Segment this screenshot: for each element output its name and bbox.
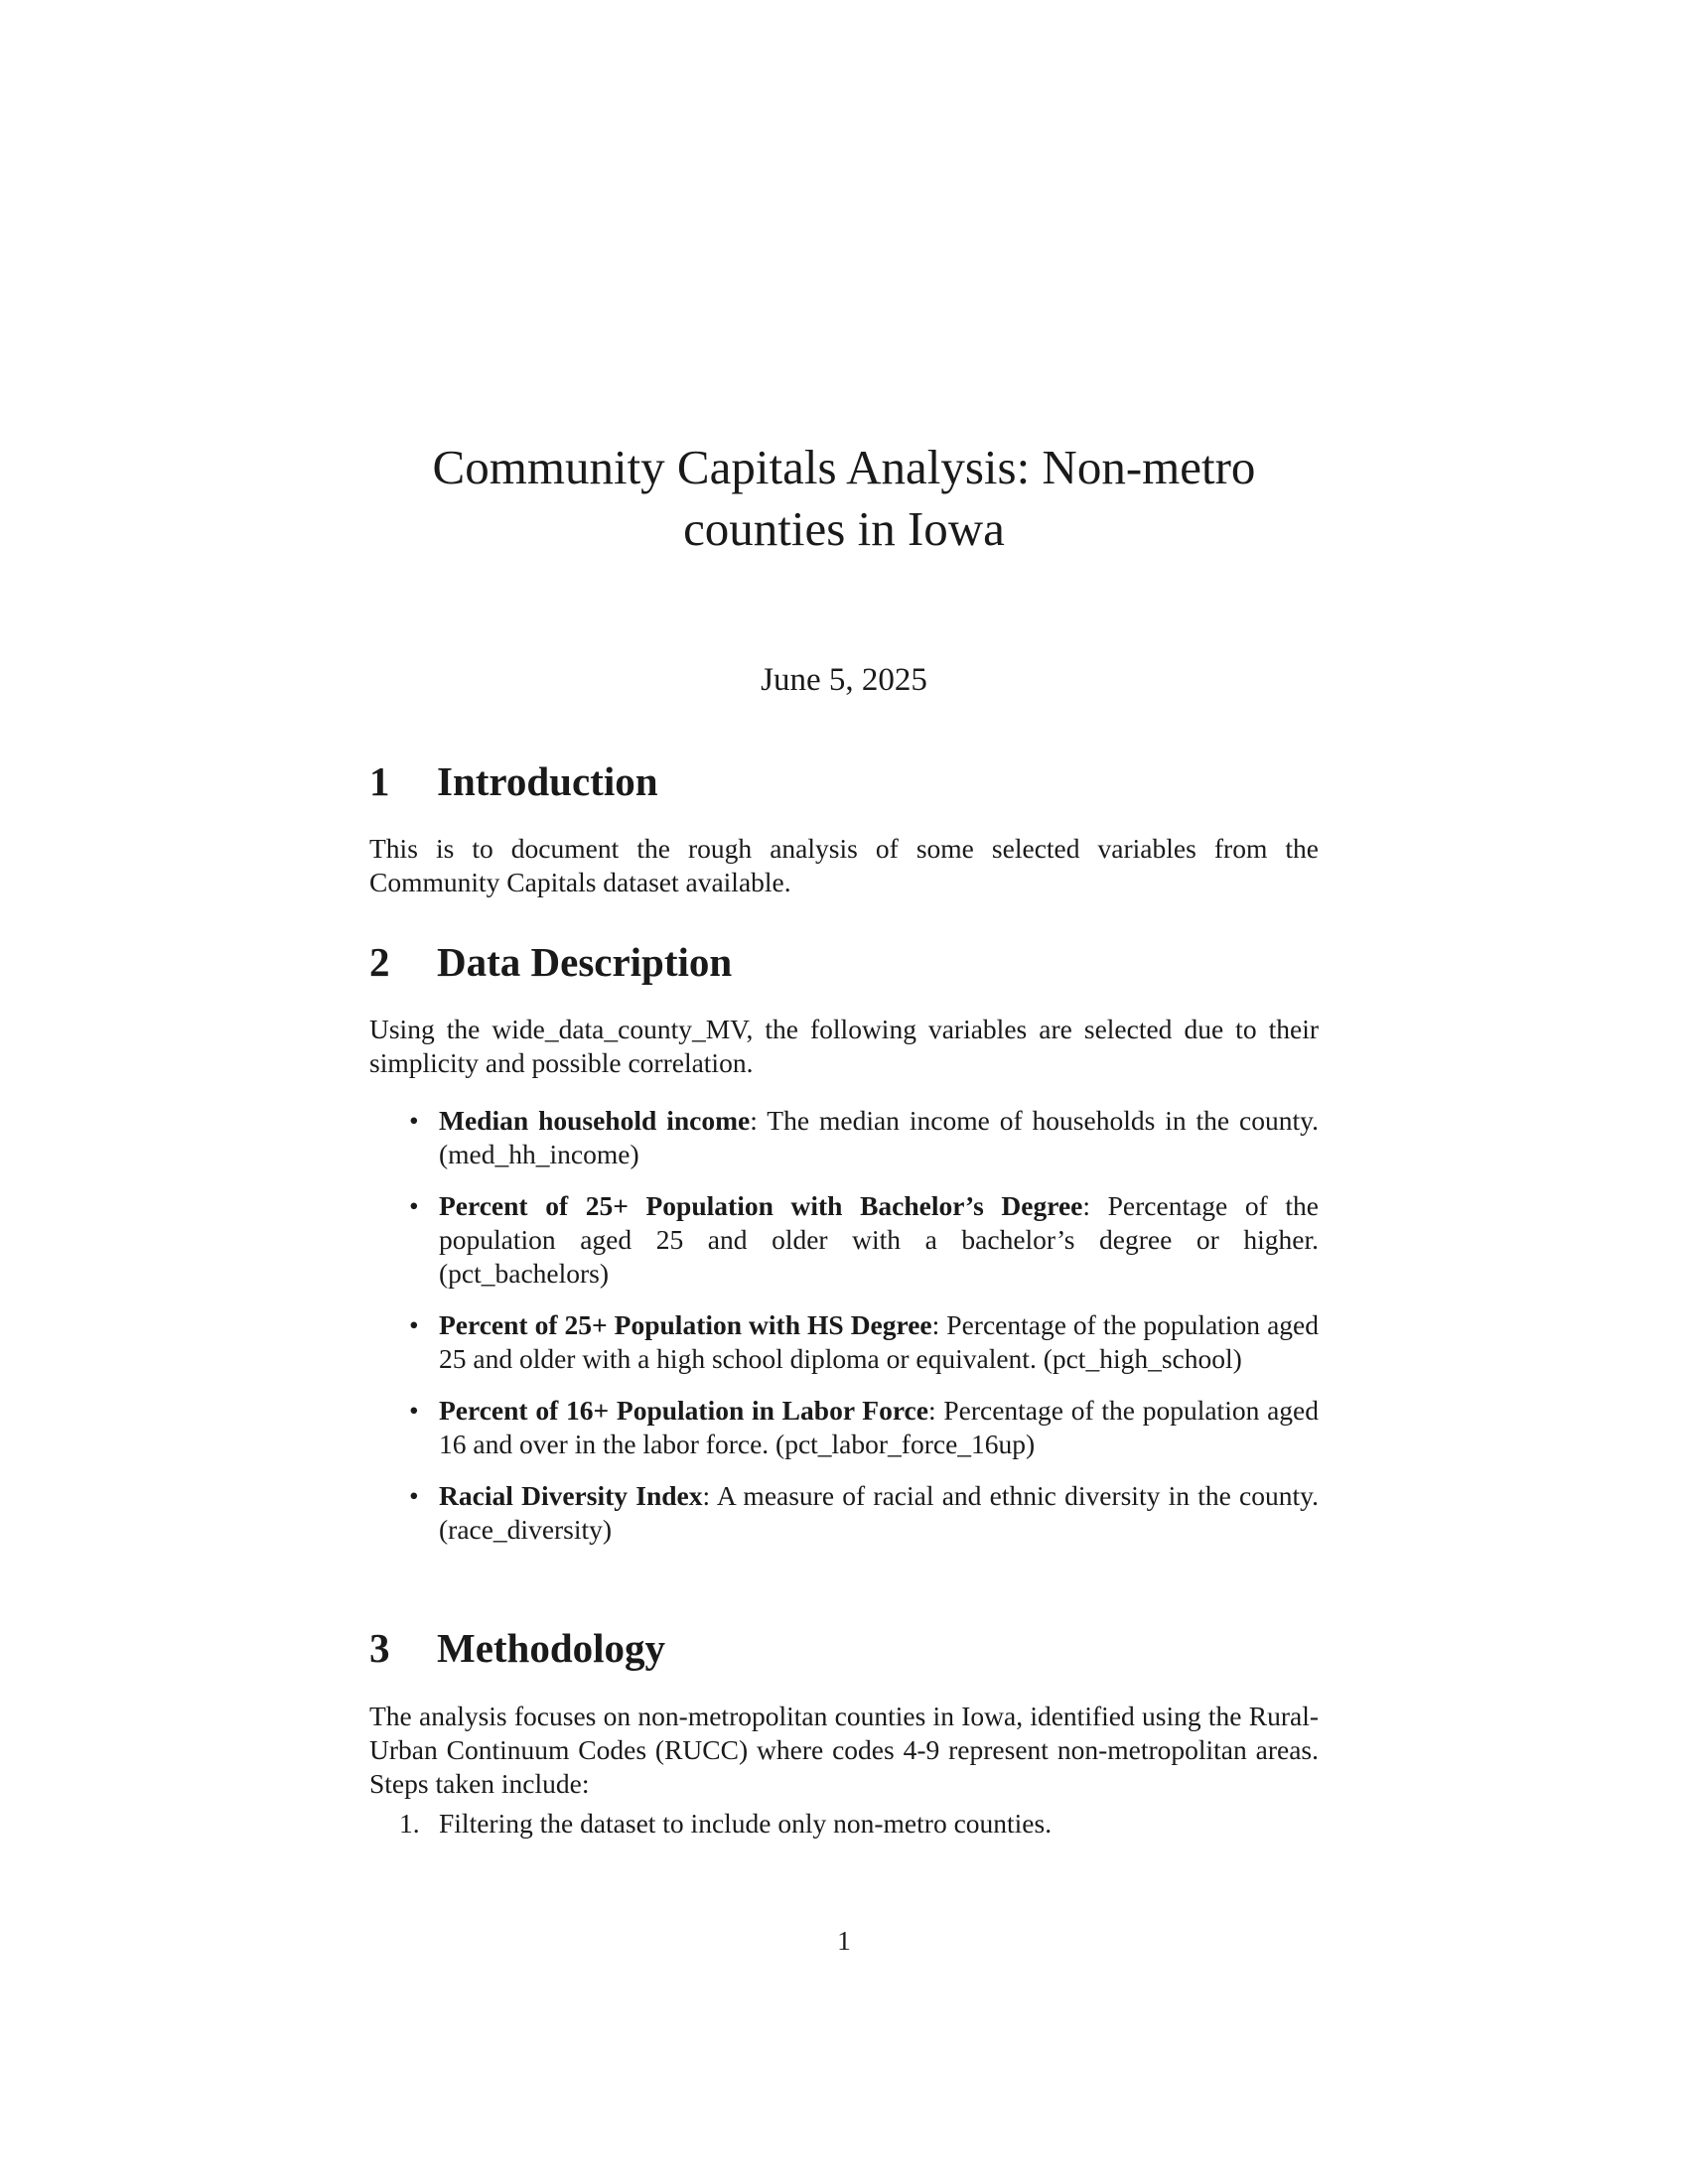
- methodology-steps: [369, 1807, 1319, 1841]
- data-description-paragraph: Using the wide_data_county_MV, the following variables are selected due to their simplicity and possible correlation.: [369, 1014, 1319, 1078]
- section-title: Introduction: [437, 758, 658, 804]
- step-text: Filtering the dataset to include only non-metro counties.: [439, 1808, 1053, 1839]
- list-item: [369, 1394, 1319, 1461]
- bullet-marker: •: [409, 1105, 419, 1136]
- section-title: Methodology: [437, 1625, 666, 1671]
- variable-term: Percent of 25+ Population with Bachelor’s Degree: [439, 1190, 1083, 1221]
- section-number: 1: [369, 758, 390, 804]
- bullet-marker: •: [409, 1395, 419, 1426]
- section-title: Data Description: [437, 939, 733, 985]
- variable-term: Median household income: [439, 1105, 751, 1136]
- variable-term: Percent of 25+ Population with HS Degree: [439, 1309, 932, 1340]
- list-item: [369, 1807, 1319, 1841]
- page-number: 1: [837, 1925, 851, 1956]
- title-line-1: Community Capitals Analysis: Non-metro: [432, 440, 1256, 494]
- section-number: 3: [369, 1625, 390, 1671]
- step-number: 1.: [399, 1808, 420, 1839]
- variable-list: [369, 1104, 1319, 1547]
- section-number: 2: [369, 939, 390, 985]
- bullet-marker: •: [409, 1190, 419, 1221]
- variable-description: : The median income of households in the county. (med_hh_income): [439, 1105, 1319, 1169]
- variable-description: : A measure of racial and ethnic diversity in the county. (race_diversity): [439, 1480, 1319, 1545]
- list-item: [369, 1104, 1319, 1171]
- variable-term: Racial Diversity Index: [439, 1480, 703, 1511]
- methodology-paragraph: The analysis focuses on non-metropolitan counties in Iowa, identified using the Rural-Urban Continuum Codes (RUCC) where codes 4-9 represent non-metropolitan areas. Steps taken include:: [369, 1701, 1319, 1799]
- variable-description: : Percentage of the population aged 25 and older with a bachelor’s degree or higher. (pct_bachelors): [439, 1190, 1320, 1289]
- list-item: [369, 1479, 1319, 1547]
- variable-description: : Percentage of the population aged 25 and older with a high school diploma or equivalent. (pct_high_school): [439, 1309, 1319, 1374]
- list-item: [369, 1308, 1319, 1376]
- title-line-2: counties in Iowa: [683, 501, 1005, 556]
- bullet-marker: •: [409, 1309, 419, 1340]
- list-item: [369, 1189, 1319, 1291]
- bullet-marker: •: [409, 1480, 419, 1511]
- variable-term: Percent of 16+ Population in Labor Force: [439, 1395, 928, 1426]
- document-date: June 5, 2025: [761, 662, 927, 698]
- introduction-paragraph: This is to document the rough analysis of some selected variables from the Community Capitals dataset available.: [369, 833, 1319, 897]
- document-title: [348, 437, 1340, 560]
- section-heading-introduction: [369, 756, 658, 806]
- section-heading-data-description: [369, 937, 732, 987]
- variable-description: : Percentage of the population aged 16 and over in the labor force. (pct_labor_force_16up): [439, 1395, 1319, 1459]
- section-heading-methodology: [369, 1623, 665, 1673]
